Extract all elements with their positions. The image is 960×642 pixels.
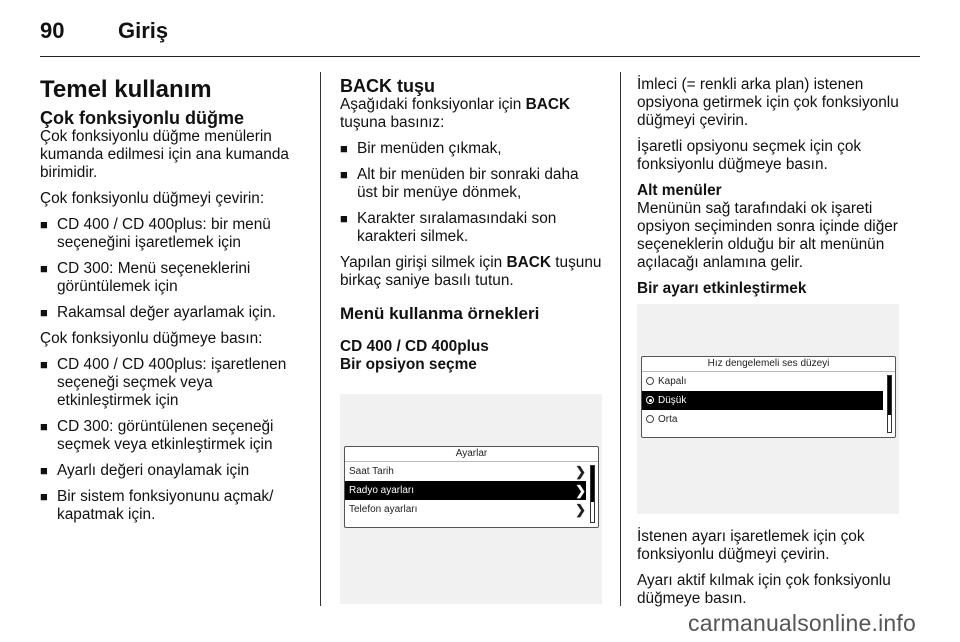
- column-3: [637, 76, 905, 616]
- subheading: Bir ayarı etkinleştirmek: [637, 280, 807, 297]
- text: tuşuna basınız:: [340, 114, 445, 131]
- paragraph: İstenen ayarı işaretlemek için çok fonksiyonlu düğmeyi çevirin.: [637, 528, 865, 563]
- list-item: ■ Bir sistem fonksiyonunu açmak/ kapatmak için.: [40, 488, 302, 524]
- key-name: BACK: [506, 254, 551, 271]
- bullet-list: [40, 216, 302, 322]
- list-item: ■ Ayarlı değeri onaylamak için: [40, 462, 302, 480]
- menu-item[interactable]: [345, 462, 598, 481]
- option-label: Orta: [658, 414, 678, 425]
- list-item: ■ CD 400 / CD 400plus: işaretlenen seçeneği seçmek veya etkinleştirmek için: [40, 356, 302, 410]
- chevron-right-icon: ❯: [575, 502, 586, 517]
- menu-item-label: Saat Tarih: [349, 466, 394, 477]
- list-item: ■ Rakamsal değer ayarlamak için.: [40, 304, 302, 322]
- text: Aşağıdaki fonksiyonlar için: [340, 96, 526, 113]
- text: tuşunu birkaç saniye basılı tutun.: [340, 254, 602, 289]
- list-item: ■ Alt bir menüden bir sonraki daha üst bir menüye dönmek,: [340, 166, 602, 202]
- chevron-right-icon: ❯: [575, 483, 586, 498]
- column-1: [40, 76, 302, 532]
- screen-title: Hız dengelemeli ses düzeyi: [642, 357, 895, 372]
- scrollbar-thumb: [591, 466, 594, 502]
- subheading: Alt menüler: [637, 182, 722, 199]
- subheading: CD 400 / CD 400plus: [340, 338, 489, 355]
- screen-illustration: [340, 394, 602, 604]
- menu-item-selected[interactable]: [345, 481, 586, 500]
- list-item: ■ Karakter sıralamasındaki son karakteri silmek.: [340, 210, 602, 246]
- paragraph: [340, 254, 602, 290]
- scrollbar-thumb: [888, 376, 891, 415]
- page-header-title: Giriş: [118, 18, 169, 43]
- subsection-title: Çok fonksiyonlu düğme: [40, 108, 245, 128]
- radio-selected-icon: [646, 396, 654, 404]
- scrollbar[interactable]: [887, 375, 892, 433]
- subsection-title: BACK tuşu: [340, 76, 435, 96]
- paragraph: Çok fonksiyonlu düğmeye basın:: [40, 330, 263, 347]
- watermark: carmanualsonline.info: [688, 610, 916, 636]
- subheading: Bir opsiyon seçme: [340, 356, 477, 373]
- option-item[interactable]: [642, 410, 895, 429]
- column-divider: [320, 72, 321, 606]
- key-name: BACK: [525, 96, 571, 113]
- column-2: [340, 76, 602, 604]
- screen-illustration: [637, 304, 899, 514]
- paragraph: Çok fonksiyonlu düğmeyi çevirin:: [40, 190, 265, 207]
- display-screen: [344, 446, 599, 528]
- page-number: 90: [40, 18, 65, 43]
- text: Yapılan girişi silmek için: [340, 254, 507, 271]
- header-rule: [40, 56, 920, 57]
- screen-title: Ayarlar: [345, 447, 598, 462]
- radio-icon: [646, 415, 654, 423]
- paragraph: İmleci (= renkli arka plan) istenen opsiyona getirmek için çok fonksiyonlu düğmeyi çevirin.: [637, 76, 899, 129]
- paragraph: Çok fonksiyonlu düğme menülerin kumanda edilmesi için ana kumanda birimidir.: [40, 128, 289, 181]
- list-item: ■ CD 300: görüntülenen seçeneği seçmek veya etkinleştirmek için: [40, 418, 302, 454]
- list-item: ■ CD 300: Menü seçeneklerini görüntülemek için: [40, 260, 302, 296]
- paragraph: [340, 96, 602, 132]
- list-item: ■ Bir menüden çıkmak,: [340, 140, 602, 158]
- column-divider: [620, 72, 621, 606]
- menu-item-label: Telefon ayarları: [349, 504, 418, 515]
- paragraph: Menünün sağ tarafındaki ok işareti opsiyon seçiminden sonra içinde diğer seçeneklerin olduğu bir alt menünün açılacağı anlamına gelir.: [637, 200, 898, 271]
- bullet-list: [40, 356, 302, 524]
- bullet-list: [340, 140, 602, 246]
- display-screen: [641, 356, 896, 438]
- paragraph: İşaretli opsiyonu seçmek için çok fonksiyonlu düğmeye basın.: [637, 138, 862, 173]
- scrollbar[interactable]: [590, 465, 595, 523]
- section-title: Temel kullanım: [40, 76, 212, 103]
- list-item: ■ CD 400 / CD 400plus: bir menü seçeneğini işaretlemek için: [40, 216, 302, 252]
- menu-item-label: Radyo ayarları: [349, 485, 415, 496]
- chevron-right-icon: ❯: [575, 464, 586, 479]
- option-label: Kapalı: [658, 376, 687, 387]
- option-item[interactable]: [642, 372, 895, 391]
- option-label: Düşük: [658, 395, 687, 406]
- section-heading: Menü kullanma örnekleri: [340, 304, 540, 323]
- paragraph: Ayarı aktif kılmak için çok fonksiyonlu düğmeye basın.: [637, 572, 891, 607]
- radio-icon: [646, 377, 654, 385]
- option-item-selected[interactable]: [642, 391, 883, 410]
- menu-item[interactable]: [345, 500, 598, 519]
